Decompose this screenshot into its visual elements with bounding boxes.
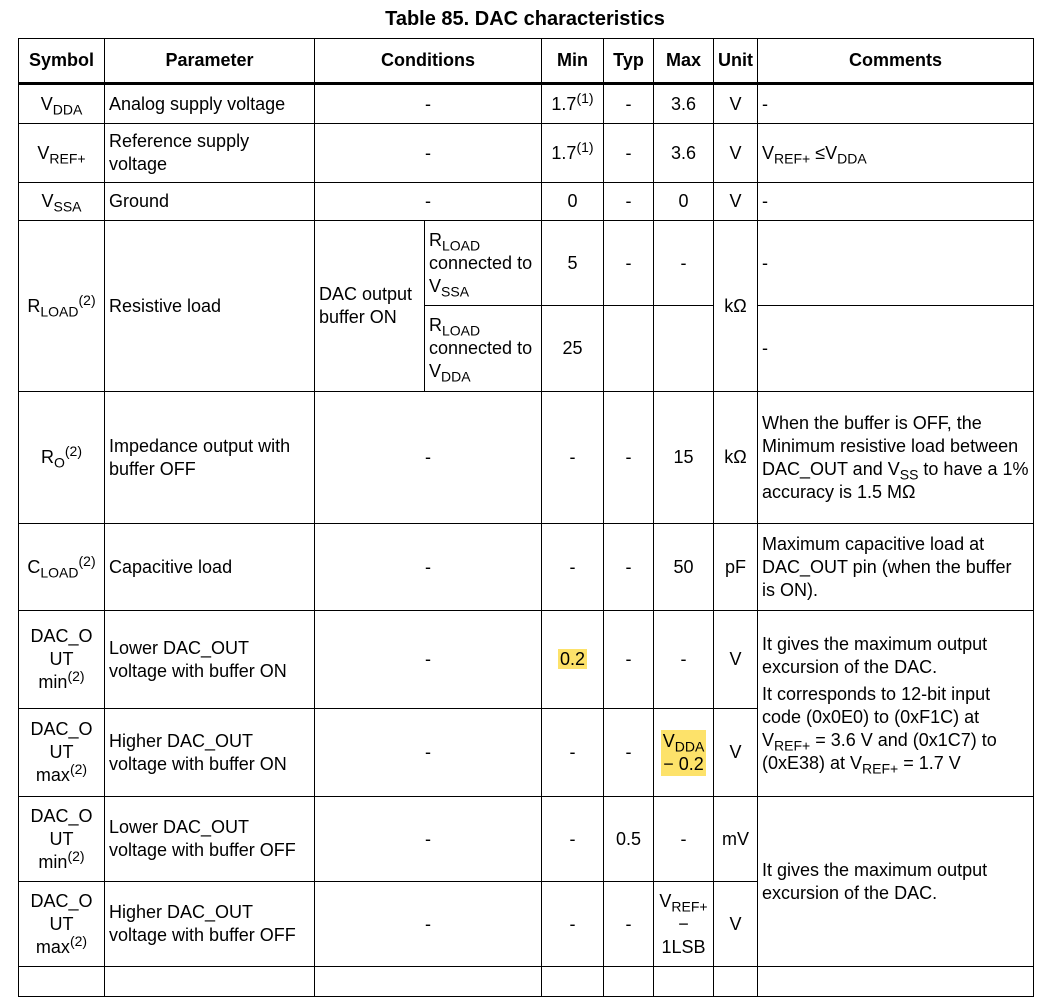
symbol-cell: $R_{LOAD}^{(2)}$	[19, 221, 105, 392]
min-cell	[542, 611, 604, 709]
unit-cell: V	[714, 709, 758, 797]
header-parameter: Parameter	[105, 39, 315, 84]
unit-cell: kΩ	[714, 221, 758, 392]
typ-cell: -	[604, 183, 654, 221]
max-cell: 3.6	[654, 84, 714, 124]
min-cell: 25	[542, 306, 604, 392]
comment-line: It corresponds to 12-bit input code (0x0E0) to (0xF1C) at $V_{REF+} = 3.6$ V and (0x1C7) to (0xE38) at $V_{REF+} = 1.7$ V	[762, 683, 997, 777]
max-cell: 0	[654, 183, 714, 221]
min-cell: -	[542, 797, 604, 882]
max-cell	[654, 306, 714, 392]
parameter-cell: Higher DAC_OUT voltage with buffer ON	[105, 709, 315, 797]
symbol-cell: DAC_O UT $\min^{(2)}$	[19, 797, 105, 882]
unit-cell: kΩ	[714, 392, 758, 524]
symbol-cell: $V_{REF+}$	[19, 124, 105, 183]
unit-cell: V	[714, 183, 758, 221]
conditions-cell: -	[315, 882, 542, 967]
conditions-cell: -	[315, 611, 542, 709]
comments-cell: $V_{REF+} \le V_{DDA}$	[758, 124, 1034, 183]
unit-cell: V	[714, 84, 758, 124]
conditions-cell: -	[315, 84, 542, 124]
conditions-cell: -	[315, 392, 542, 524]
header-comments: Comments	[758, 39, 1034, 84]
highlighted-value: 0.2	[559, 649, 586, 669]
symbol-cell: $R_O^{(2)}$	[19, 392, 105, 524]
conditions-cell: -	[315, 183, 542, 221]
symbol-cell: DAC_O UT $\max^{(2)}$	[19, 882, 105, 967]
conditions-cell: -	[315, 797, 542, 882]
parameter-cell: Higher DAC_OUT voltage with buffer OFF	[105, 882, 315, 967]
typ-cell: -	[604, 124, 654, 183]
comments-cell: Maximum capacitive load at DAC_OUT pin (when the buffer is ON).	[758, 524, 1034, 611]
typ-cell: -	[604, 709, 654, 797]
parameter-cell: Lower DAC_OUT voltage with buffer OFF	[105, 797, 315, 882]
table-row	[19, 524, 1034, 611]
comment-line: It gives the maximum output excursion of the DAC.	[762, 633, 988, 677]
unit-cell: mV	[714, 797, 758, 882]
header-typ: Typ	[604, 39, 654, 84]
parameter-cell: Impedance output with buffer OFF	[105, 392, 315, 524]
header-conditions: Conditions	[315, 39, 542, 84]
min-cell: 5	[542, 221, 604, 306]
header-unit: Unit	[714, 39, 758, 84]
typ-cell: -	[604, 84, 654, 124]
symbol-cell: DAC_O UT $\max^{(2)}$	[19, 709, 105, 797]
table-row	[19, 221, 1034, 306]
unit-cell: V	[714, 882, 758, 967]
parameter-cell: Ground	[105, 183, 315, 221]
unit-cell: V	[714, 611, 758, 709]
min-cell: -	[542, 524, 604, 611]
table-row	[19, 611, 1034, 709]
highlighted-value: $V_{DDA}$ − 0.2	[662, 730, 705, 774]
subcondition-cell: $R_{LOAD}$ connected to $V_{DDA}$	[425, 306, 542, 392]
table-row	[19, 392, 1034, 524]
typ-cell: 0.5	[604, 797, 654, 882]
parameter-cell: Reference supply voltage	[105, 124, 315, 183]
parameter-cell: Analog supply voltage	[105, 84, 315, 124]
typ-cell: -	[604, 882, 654, 967]
header-symbol: Symbol	[19, 39, 105, 84]
unit-cell: pF	[714, 524, 758, 611]
max-cell	[654, 709, 714, 797]
max-cell: -	[654, 611, 714, 709]
unit-cell: V	[714, 124, 758, 183]
comments-cell: When the buffer is OFF, the Minimum resistive load between DAC_OUT and $V_{SS}$ to have a 1% accuracy is 1.5 MΩ	[758, 392, 1034, 524]
subcondition-cell: $R_{LOAD}$ connected to $V_{SSA}$	[425, 221, 542, 306]
max-cell: -	[654, 797, 714, 882]
table-row	[19, 183, 1034, 221]
symbol-cell: $V_{SSA}$	[19, 183, 105, 221]
typ-cell: -	[604, 392, 654, 524]
typ-cell: -	[604, 611, 654, 709]
symbol-cell: DAC_O UT $\min^{(2)}$	[19, 611, 105, 709]
symbol-cell: $C_{LOAD}^{(2)}$	[19, 524, 105, 611]
header-max: Max	[654, 39, 714, 84]
max-cell: $V_{REF+}$ − 1LSB	[654, 882, 714, 967]
symbol-cell: $V_{DDA}$	[19, 84, 105, 124]
table-row	[19, 84, 1034, 124]
typ-cell: -	[604, 524, 654, 611]
max-cell: 15	[654, 392, 714, 524]
min-cell: -	[542, 882, 604, 967]
conditions-cell: -	[315, 124, 542, 183]
comments-cell: It gives the maximum output excursion of the DAC.	[758, 797, 1034, 967]
comments-cell: -	[758, 221, 1034, 306]
max-cell: 3.6	[654, 124, 714, 183]
conditions-cell: DAC output buffer ON	[315, 221, 425, 392]
conditions-cell: -	[315, 709, 542, 797]
header-min: Min	[542, 39, 604, 84]
table-title: Table 85. DAC characteristics	[385, 8, 665, 30]
min-cell: -	[542, 709, 604, 797]
min-cell: 1.7$^{(1)}$	[542, 124, 604, 183]
min-cell: 0	[542, 183, 604, 221]
parameter-cell: Capacitive load	[105, 524, 315, 611]
typ-cell: -	[604, 221, 654, 306]
parameter-cell: Lower DAC_OUT voltage with buffer ON	[105, 611, 315, 709]
comments-cell	[758, 611, 1034, 797]
parameter-cell: Resistive load	[105, 221, 315, 392]
comments-cell: -	[758, 84, 1034, 124]
table-row	[19, 124, 1034, 183]
typ-cell	[604, 306, 654, 392]
header-row	[19, 39, 1034, 84]
max-cell: -	[654, 221, 714, 306]
max-cell: 50	[654, 524, 714, 611]
table-row	[19, 967, 1034, 997]
dac-characteristics-table	[18, 38, 1034, 997]
table-row	[19, 797, 1034, 882]
min-cell: 1.7$^{(1)}$	[542, 84, 604, 124]
conditions-cell: -	[315, 524, 542, 611]
comments-cell: -	[758, 306, 1034, 392]
min-cell: -	[542, 392, 604, 524]
comments-cell: -	[758, 183, 1034, 221]
